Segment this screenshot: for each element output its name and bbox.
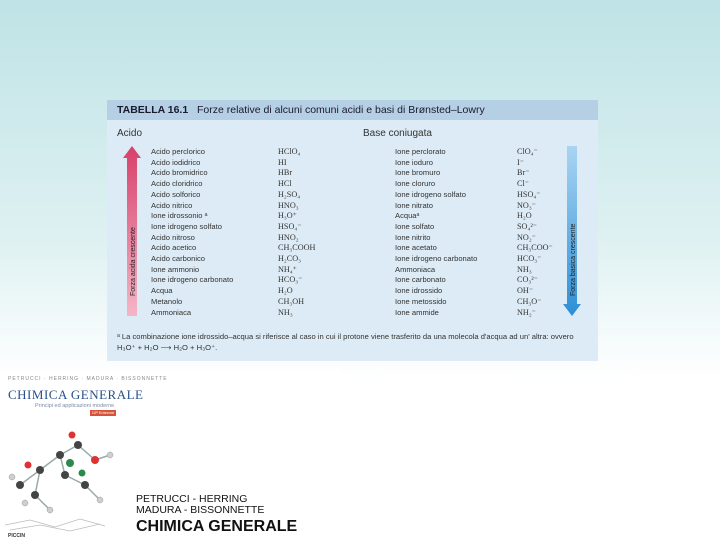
acid-formula: HCl xyxy=(278,179,292,189)
acid-name: Ione ammonio xyxy=(151,264,200,274)
base-name: Ione cloruro xyxy=(395,179,436,189)
acid-formula: HSO₄⁻ xyxy=(278,221,302,231)
acid-formula: HI xyxy=(278,157,287,167)
table-row xyxy=(107,233,598,244)
table-label: TABELLA 16.1 xyxy=(117,104,189,116)
molecule-model-icon xyxy=(0,415,130,535)
book-edition-badge: 10ª Edizione xyxy=(91,410,115,415)
caption-authors-line-2: MADURA - BISSONNETTE xyxy=(136,504,265,516)
column-header-acid: Acido xyxy=(117,128,143,139)
table-row xyxy=(107,275,598,286)
base-name: Ione nitrato xyxy=(395,200,433,210)
base-name: Ione metossido xyxy=(395,296,447,306)
base-formula: NO₃⁻ xyxy=(517,200,537,210)
acid-name: Ione idrossonio ᵃ xyxy=(151,211,208,221)
table-title: Forze relative di alcuni comuni acidi e basi di Brønsted–Lowry xyxy=(197,104,485,116)
base-name: Ione nitrito xyxy=(395,232,431,242)
acid-formula: H₂SO₄ xyxy=(278,189,301,199)
table-row xyxy=(107,201,598,212)
acid-name: Metanolo xyxy=(151,296,183,306)
acid-formula: H₃O⁺ xyxy=(278,211,298,221)
base-formula: CH₃O⁻ xyxy=(517,296,542,306)
table-row xyxy=(107,158,598,169)
acid-formula: NH₄⁺ xyxy=(278,264,298,274)
acid-formula: HClO₄ xyxy=(278,147,301,156)
acid-formula: H₂CO₃ xyxy=(278,254,301,263)
base-name: Ione bromuro xyxy=(395,168,441,178)
table-header xyxy=(107,100,598,120)
acid-name: Acido nitrico xyxy=(151,200,193,210)
book-title: CHIMICA GENERALE xyxy=(8,387,144,402)
table-row xyxy=(107,265,598,276)
base-formula: H₂O xyxy=(517,211,532,221)
base-formula: I⁻ xyxy=(517,157,525,167)
acid-name: Acido cloridrico xyxy=(151,179,203,189)
acid-formula: HNO₃ xyxy=(278,200,299,210)
base-formula: Br⁻ xyxy=(517,168,530,178)
base-name: Ione carbonato xyxy=(395,275,446,285)
base-formula: CO₃²⁻ xyxy=(517,275,539,285)
acid-name: Acido bromidrico xyxy=(151,168,208,178)
table-row xyxy=(107,308,598,319)
acid-name: Ione idrogeno solfato xyxy=(151,221,222,231)
acid-name: Ione idrogeno carbonato xyxy=(151,275,234,285)
base-name: Ione idrogeno carbonato xyxy=(395,254,478,263)
base-formula: SO₄²⁻ xyxy=(517,221,538,231)
table-footnote: ᵃ La combinazione ione idrossido–acqua si riferisce al caso in cui il protone viene trasferito da una molecola d'acqua ad un' altra: ovvero H₃O⁺ + H₂O ⟶ H₂O + H₃O⁺. xyxy=(117,332,574,352)
table-row xyxy=(107,179,598,190)
acid-formula: CH₃COOH xyxy=(278,243,316,253)
acid-formula: HCO₃⁻ xyxy=(278,275,303,285)
acid-formula: CH₃OH xyxy=(278,296,305,306)
acid-name: Acido acetico xyxy=(151,243,197,253)
table-row xyxy=(107,211,598,222)
column-header-base: Base coniugata xyxy=(363,128,432,139)
book-authors: PETRUCCI · HERRING · MADURA · BISSONNETTE xyxy=(8,376,168,382)
base-formula: HSO₄⁻ xyxy=(517,189,541,199)
acid-name: Acido nitroso xyxy=(151,232,195,242)
book-subtitle: Principi ed applicazioni moderne xyxy=(35,403,115,409)
base-name: Ione ammide xyxy=(395,307,439,317)
base-name: Ione solfato xyxy=(395,221,435,231)
base-formula: ClO₄⁻ xyxy=(517,147,538,156)
base-name: Acquaᵃ xyxy=(395,211,420,221)
base-formula: NH₂⁻ xyxy=(517,307,537,317)
base-formula: NH₃ xyxy=(517,264,532,274)
acid-name: Acido carbonico xyxy=(151,254,206,263)
acid-formula: HBr xyxy=(278,168,293,178)
table-row xyxy=(107,286,598,297)
base-formula: Cl⁻ xyxy=(517,179,530,189)
acid-formula: H₂O xyxy=(278,286,293,296)
base-formula: CH₃COO⁻ xyxy=(517,243,553,253)
caption-authors-line-1: PETRUCCI - HERRING xyxy=(136,493,248,505)
table-row xyxy=(107,222,598,233)
acid-formula: NH₃ xyxy=(278,307,293,317)
acid-formula: HNO₂ xyxy=(278,232,299,242)
table-row xyxy=(107,168,598,179)
acid-base-table xyxy=(107,100,598,361)
table-row xyxy=(107,243,598,254)
table-row xyxy=(107,254,598,265)
acid-name: Acido perclorico xyxy=(151,147,206,156)
table-row xyxy=(107,190,598,201)
acid-arrow-label: Forza acida crescente xyxy=(130,227,137,296)
base-name: Ione idrogeno solfato xyxy=(395,189,466,199)
base-name: Ione acetato xyxy=(395,243,437,253)
book-publisher: PICCIN xyxy=(8,533,25,539)
base-arrow-label: Forza basica crescente xyxy=(570,223,577,296)
table-row xyxy=(107,147,598,158)
base-name: Ione ioduro xyxy=(395,157,433,167)
base-name: Ione perclorato xyxy=(395,147,446,156)
acid-name: Ammoniaca xyxy=(151,307,192,317)
acid-name: Acqua xyxy=(151,286,173,296)
base-name: Ione idrossido xyxy=(395,286,443,296)
acid-name: Acido solforico xyxy=(151,189,201,199)
base-formula: NO₂⁻ xyxy=(517,232,537,242)
book-caption xyxy=(136,494,297,537)
base-formula: HCO₃⁻ xyxy=(517,254,542,263)
table-row xyxy=(107,297,598,308)
base-formula: OH⁻ xyxy=(517,286,534,296)
acid-name: Acido iodidrico xyxy=(151,157,201,167)
caption-title: CHIMICA GENERALE xyxy=(136,518,298,535)
base-name: Ammoniaca xyxy=(395,264,436,274)
